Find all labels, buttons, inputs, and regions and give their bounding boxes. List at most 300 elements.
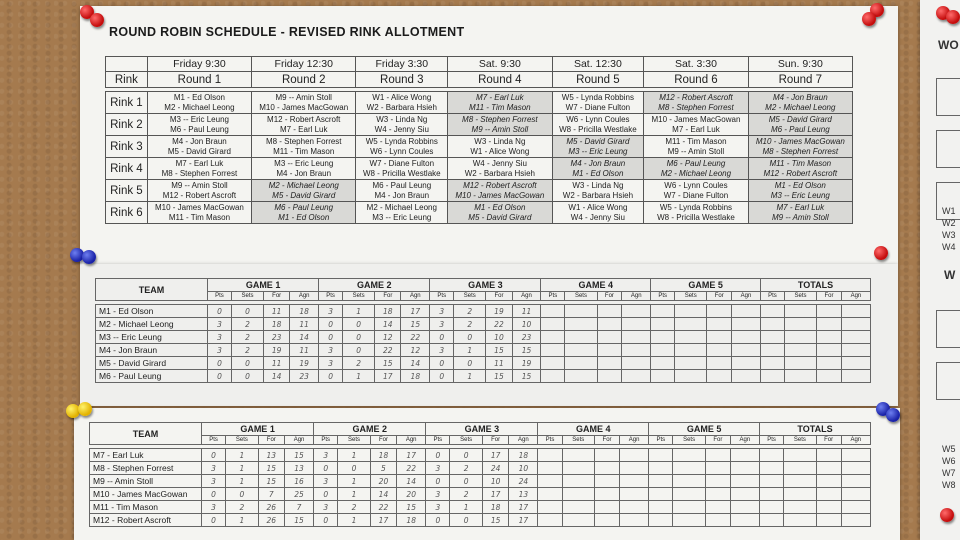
score-cell: 3 [314, 501, 338, 514]
score-cell [841, 357, 870, 370]
player-name: W1 - Alice Wong [568, 202, 628, 212]
score-cell: 14 [264, 370, 290, 383]
score-cell [817, 305, 842, 318]
player-name: M5 - David Girard [272, 190, 336, 200]
player-name: M11 - Tim Mason [665, 136, 727, 146]
team-name: M12 - Robert Ascroft [90, 514, 202, 527]
score-cell: 7 [258, 488, 284, 501]
score-cell: 11 [290, 344, 319, 357]
score-cell: 0 [314, 488, 338, 501]
score-cell [597, 370, 622, 383]
team-row [96, 318, 871, 331]
team-row [96, 305, 871, 318]
score-cell [541, 305, 565, 318]
score-cell: 10 [486, 331, 512, 344]
score-cell [620, 514, 649, 527]
score-cell [732, 318, 761, 331]
score-cell: 3 [430, 318, 454, 331]
score-cell: 22 [397, 462, 426, 475]
matchup-cell [748, 180, 852, 202]
score-cell: 3 [319, 357, 343, 370]
score-cell [784, 475, 817, 488]
matchup-cell [644, 114, 748, 136]
score-cell [784, 488, 817, 501]
score-cell: 3 [426, 501, 450, 514]
score-cell: 14 [375, 318, 401, 331]
game-header: GAME 3 [426, 423, 538, 436]
player-name: W6 - Lynn Coules [664, 180, 728, 190]
player-name: M10 - James MacGowan [651, 114, 741, 124]
game-header: GAME 5 [651, 279, 761, 292]
score-cell [841, 331, 870, 344]
score-cell: 14 [401, 357, 430, 370]
player-name: M8 - Stephen Forrest [161, 168, 238, 178]
team-name: M8 - Stephen Forrest [90, 462, 202, 475]
matchup-cell [644, 92, 748, 114]
score-cell [760, 370, 784, 383]
round-cell: Round 2 [252, 72, 356, 88]
score-cell: 0 [426, 475, 450, 488]
score-cell [651, 344, 675, 357]
round-row [106, 72, 853, 88]
matchup-cell [644, 202, 748, 224]
score-cell: 3 [208, 344, 232, 357]
player-name: M5 - David Girard [167, 146, 231, 156]
score-cell [541, 357, 565, 370]
score-cell [732, 370, 761, 383]
score-cell: 11 [264, 305, 290, 318]
score-cell [565, 318, 597, 331]
score-cell [673, 514, 706, 527]
red-pushpin [90, 13, 104, 27]
right-box [936, 362, 960, 400]
sub-header: For [375, 292, 401, 301]
matchup-cell [748, 136, 852, 158]
sub-header: Pts [760, 292, 784, 301]
score-cell: 20 [370, 475, 396, 488]
player-name: M1 - Ed Olson [474, 202, 526, 212]
player-name: W6 - Lynn Coules [370, 146, 434, 156]
sub-header: Sets [338, 436, 371, 445]
score-cell [784, 370, 816, 383]
score-cell [816, 449, 841, 462]
score-cell [784, 514, 817, 527]
player-name: M8 - Stephen Forrest [658, 102, 734, 112]
rink-header: Rink [106, 72, 148, 88]
score-cell: 22 [486, 318, 512, 331]
score-cell [841, 501, 870, 514]
team-row [96, 370, 871, 383]
score-cell: 19 [512, 357, 541, 370]
team-name: M1 - Ed Olson [96, 305, 208, 318]
score-cell: 15 [375, 357, 401, 370]
score-cell [622, 344, 651, 357]
score-cell [595, 449, 620, 462]
score-cell: 10 [512, 318, 541, 331]
score-cell [649, 475, 673, 488]
score-cell: 3 [430, 305, 454, 318]
score-cell: 2 [454, 318, 486, 331]
sub-header: For [258, 436, 284, 445]
player-name: M7 - Earl Luk [279, 124, 328, 134]
score-cell: 25 [284, 488, 313, 501]
rink-label: Rink 6 [106, 202, 148, 224]
score-cell: 0 [430, 370, 454, 383]
player-name: M4 - Jon Braun [374, 190, 430, 200]
player-name: M7 - Earl Luk [476, 92, 524, 102]
score-cell [675, 331, 707, 344]
sub-header: Agn [290, 292, 319, 301]
score-cell: 20 [397, 488, 426, 501]
right-row-label: W5 [942, 444, 956, 454]
player-name: M5 - David Girard [768, 114, 832, 124]
score-cell [595, 475, 620, 488]
matchup-cell [448, 202, 552, 224]
score-cell: 18 [290, 305, 319, 318]
team-name: M6 - Paul Leung [96, 370, 208, 383]
matchup-cell [252, 158, 356, 180]
score-cell [707, 370, 732, 383]
player-name: M6 - Paul Leung [274, 202, 334, 212]
right-row-label: W2 [942, 218, 956, 228]
score-cell [707, 331, 732, 344]
score-cell [562, 488, 595, 501]
score-cell: 17 [370, 514, 396, 527]
score-cell [841, 370, 870, 383]
sub-header: Agn [512, 292, 541, 301]
score-cell: 0 [202, 488, 226, 501]
rink-row [106, 136, 853, 158]
right-heading-2: W [944, 268, 956, 282]
sub-header: For [482, 436, 508, 445]
score-cell: 0 [202, 514, 226, 527]
score-cell [817, 344, 842, 357]
player-name: M10 - James MacGowan [259, 102, 349, 112]
game-header: GAME 4 [541, 279, 651, 292]
score-cell: 0 [202, 449, 226, 462]
score-cell: 0 [208, 305, 232, 318]
player-name: W7 - Diane Fulton [369, 158, 435, 168]
score-cell [597, 331, 622, 344]
score-cell: 0 [319, 331, 343, 344]
sub-header: Agn [284, 436, 313, 445]
score-cell [732, 331, 761, 344]
score-cell: 3 [202, 462, 226, 475]
rink-row [106, 180, 853, 202]
score-cell [673, 488, 706, 501]
red-pushpin [946, 10, 960, 24]
sub-header: Sets [226, 436, 259, 445]
score-cell [705, 488, 730, 501]
score-cell: 2 [338, 501, 371, 514]
score-cell: 0 [343, 344, 375, 357]
score-cell: 22 [370, 501, 396, 514]
score-cell: 18 [397, 514, 426, 527]
player-name: M1 - Ed Olson [278, 212, 330, 222]
score-cell [759, 488, 783, 501]
score-cell: 3 [314, 449, 338, 462]
sub-header: Agn [509, 436, 538, 445]
player-name: W5 - Lynda Robbins [659, 202, 733, 212]
score-cell [649, 449, 673, 462]
game-header: GAME 5 [649, 423, 760, 436]
score-cell [649, 462, 673, 475]
player-name: W8 - Pricilla Westlake [559, 124, 637, 134]
score-cell [707, 357, 732, 370]
score-cell [651, 370, 675, 383]
rink-label: Rink 5 [106, 180, 148, 202]
score-cell [649, 501, 673, 514]
score-cell [732, 344, 761, 357]
matchup-cell [356, 202, 448, 224]
matchup-cell [356, 158, 448, 180]
player-name: M6 - Paul Leung [372, 180, 432, 190]
sub-header: Sets [562, 436, 595, 445]
player-name: M4 - Jon Braun [570, 158, 626, 168]
game-header: GAME 2 [319, 279, 430, 292]
score-cell: 1 [226, 514, 259, 527]
score-cell: 2 [226, 501, 259, 514]
player-name: M6 - Paul Leung [666, 158, 726, 168]
player-name: M4 - Jon Braun [772, 92, 828, 102]
score-cell: 15 [482, 514, 508, 527]
score-cell [620, 488, 649, 501]
score-cell [622, 331, 651, 344]
matchup-cell [748, 92, 852, 114]
score-cell: 1 [454, 370, 486, 383]
rink-row [106, 202, 853, 224]
schedule-title: ROUND ROBIN SCHEDULE - REVISED RINK ALLOTMENT [109, 25, 465, 39]
matchup-cell [448, 136, 552, 158]
score-cell: 11 [512, 305, 541, 318]
score-cell [730, 462, 759, 475]
sub-header: For [370, 436, 396, 445]
sub-header: Agn [620, 436, 649, 445]
team-row [90, 475, 871, 488]
player-name: M6 - Paul Leung [770, 124, 830, 134]
score-cell [562, 475, 595, 488]
score-cell: 3 [208, 331, 232, 344]
sub-header: Pts [759, 436, 783, 445]
score-cell: 15 [486, 370, 512, 383]
score-cell: 1 [338, 514, 371, 527]
score-cell [730, 514, 759, 527]
score-cell [565, 331, 597, 344]
player-name: W5 - Lynda Robbins [561, 92, 634, 102]
time-cell: Friday 3:30 [356, 57, 448, 72]
score-cell [651, 357, 675, 370]
schedule-table [105, 56, 853, 224]
score-cell: 0 [314, 514, 338, 527]
score-cell: 17 [509, 514, 538, 527]
sub-header: Pts [314, 436, 338, 445]
player-name: W8 - Pricilla Westlake [657, 212, 735, 222]
score-cell: 11 [264, 357, 290, 370]
red-pushpin [874, 246, 888, 260]
score-cell: 15 [401, 318, 430, 331]
score-cell: 24 [509, 475, 538, 488]
score-cell: 0 [450, 449, 483, 462]
sub-header: Sets [673, 436, 706, 445]
score-cell [597, 344, 622, 357]
score-cell [759, 514, 783, 527]
sub-header: Pts [541, 292, 565, 301]
sub-header: Agn [622, 292, 651, 301]
matchup-cell [552, 180, 644, 202]
rink-label: Rink 2 [106, 114, 148, 136]
score-cell: 0 [430, 331, 454, 344]
score-cell [562, 449, 595, 462]
score-cell [705, 501, 730, 514]
corner-cell [106, 57, 148, 72]
player-name: W1 - Alice Wong [372, 92, 432, 102]
score-cell [595, 462, 620, 475]
game-header: GAME 1 [202, 423, 314, 436]
score-cell: 0 [208, 357, 232, 370]
player-name: M2 - Michael Leong [660, 168, 732, 178]
score-cell: 17 [375, 370, 401, 383]
score-cell: 3 [426, 462, 450, 475]
score-cell [649, 514, 673, 527]
score-cell [841, 449, 870, 462]
sub-header: Sets [784, 292, 816, 301]
score-cell [541, 370, 565, 383]
score-cell [673, 449, 706, 462]
team-name: M10 - James MacGowan [90, 488, 202, 501]
player-name: M11 - Tim Mason [469, 102, 531, 112]
matchup-cell [448, 158, 552, 180]
score-cell: 0 [226, 488, 259, 501]
player-name: M7 - Earl Luk [175, 158, 224, 168]
score-cell [675, 318, 707, 331]
player-name: W4 - Jenny Siu [472, 158, 527, 168]
score-cell: 5 [370, 462, 396, 475]
team-row [90, 488, 871, 501]
score-cell: 0 [314, 462, 338, 475]
team-row [90, 501, 871, 514]
score-cell [565, 344, 597, 357]
score-cell [538, 449, 562, 462]
score-cell [730, 488, 759, 501]
game-header: GAME 1 [208, 279, 319, 292]
score-cell: 16 [284, 475, 313, 488]
player-name: M9 -- Amin Stoll [171, 180, 228, 190]
game-header: TOTALS [760, 279, 870, 292]
score-cell: 17 [401, 305, 430, 318]
matchup-cell [147, 114, 251, 136]
sub-header: Pts [651, 292, 675, 301]
score-cell: 2 [343, 357, 375, 370]
score-cell [595, 488, 620, 501]
score-cell [816, 462, 841, 475]
matchup-cell [252, 180, 356, 202]
score-cell: 23 [290, 370, 319, 383]
score-cell: 19 [486, 305, 512, 318]
matchup-cell [552, 202, 644, 224]
player-name: W5 - Lynda Robbins [365, 136, 438, 146]
matchup-cell [252, 202, 356, 224]
player-name: W3 - Linda Ng [572, 180, 624, 190]
score-cell: 13 [258, 449, 284, 462]
score-cell: 0 [450, 514, 483, 527]
score-cell [784, 318, 816, 331]
player-name: M9 -- Amin Stoll [667, 146, 725, 156]
player-name: M8 - Stephen Forrest [762, 146, 839, 156]
score-cell [595, 501, 620, 514]
player-name: M5 - David Girard [468, 212, 532, 222]
score-cell [730, 501, 759, 514]
score-cell [562, 501, 595, 514]
rink-label: Rink 1 [106, 92, 148, 114]
score-cell [562, 462, 595, 475]
score-cell [565, 357, 597, 370]
right-box [936, 310, 960, 348]
score-cell: 0 [338, 462, 371, 475]
score-cell: 19 [290, 357, 319, 370]
score-cell: 23 [264, 331, 290, 344]
matchup-cell [147, 92, 251, 114]
round-cell: Round 4 [448, 72, 552, 88]
right-heading: WO [938, 38, 959, 52]
sub-header: Pts [649, 436, 673, 445]
score-cell: 0 [426, 514, 450, 527]
team-name: M7 - Earl Luk [90, 449, 202, 462]
sub-header: For [705, 436, 730, 445]
sub-header: Pts [538, 436, 562, 445]
player-name: M11 - Tim Mason [273, 146, 335, 156]
score-cell [760, 344, 784, 357]
player-name: M3 -- Eric Leung [770, 190, 830, 200]
matchup-cell [147, 158, 251, 180]
time-cell: Sat. 3:30 [644, 57, 748, 72]
score-cell: 10 [509, 462, 538, 475]
right-row-label: W6 [942, 456, 956, 466]
score-cell: 11 [290, 318, 319, 331]
score-cell: 17 [397, 449, 426, 462]
player-name: M10 - James MacGowan [154, 202, 244, 212]
score-cell: 3 [426, 488, 450, 501]
score-cell [622, 357, 651, 370]
score-cell [841, 305, 870, 318]
player-name: W4 - Jenny Siu [570, 212, 626, 222]
score-cell [622, 370, 651, 383]
score-cell [562, 514, 595, 527]
matchup-cell [356, 92, 448, 114]
score-cell [705, 514, 730, 527]
score-cell [620, 449, 649, 462]
score-cell: 15 [258, 475, 284, 488]
score-cell [620, 475, 649, 488]
score-cell: 0 [319, 318, 343, 331]
sub-header-row [96, 292, 871, 301]
score-cell: 0 [231, 357, 263, 370]
score-cell: 3 [202, 501, 226, 514]
score-cell [841, 475, 870, 488]
score-table-1 [95, 278, 871, 383]
sub-header: Sets [231, 292, 263, 301]
score-cell: 0 [454, 331, 486, 344]
score-cell: 15 [284, 514, 313, 527]
player-name: M2 - Michael Leong [164, 102, 235, 112]
sub-header: Pts [426, 436, 450, 445]
score-cell: 3 [208, 318, 232, 331]
time-cell: Sun. 9:30 [748, 57, 852, 72]
player-name: W6 - Lynn Coules [566, 114, 630, 124]
score-cell [732, 305, 761, 318]
game-header: TOTALS [759, 423, 870, 436]
team-row [96, 344, 871, 357]
score-cell [673, 462, 706, 475]
